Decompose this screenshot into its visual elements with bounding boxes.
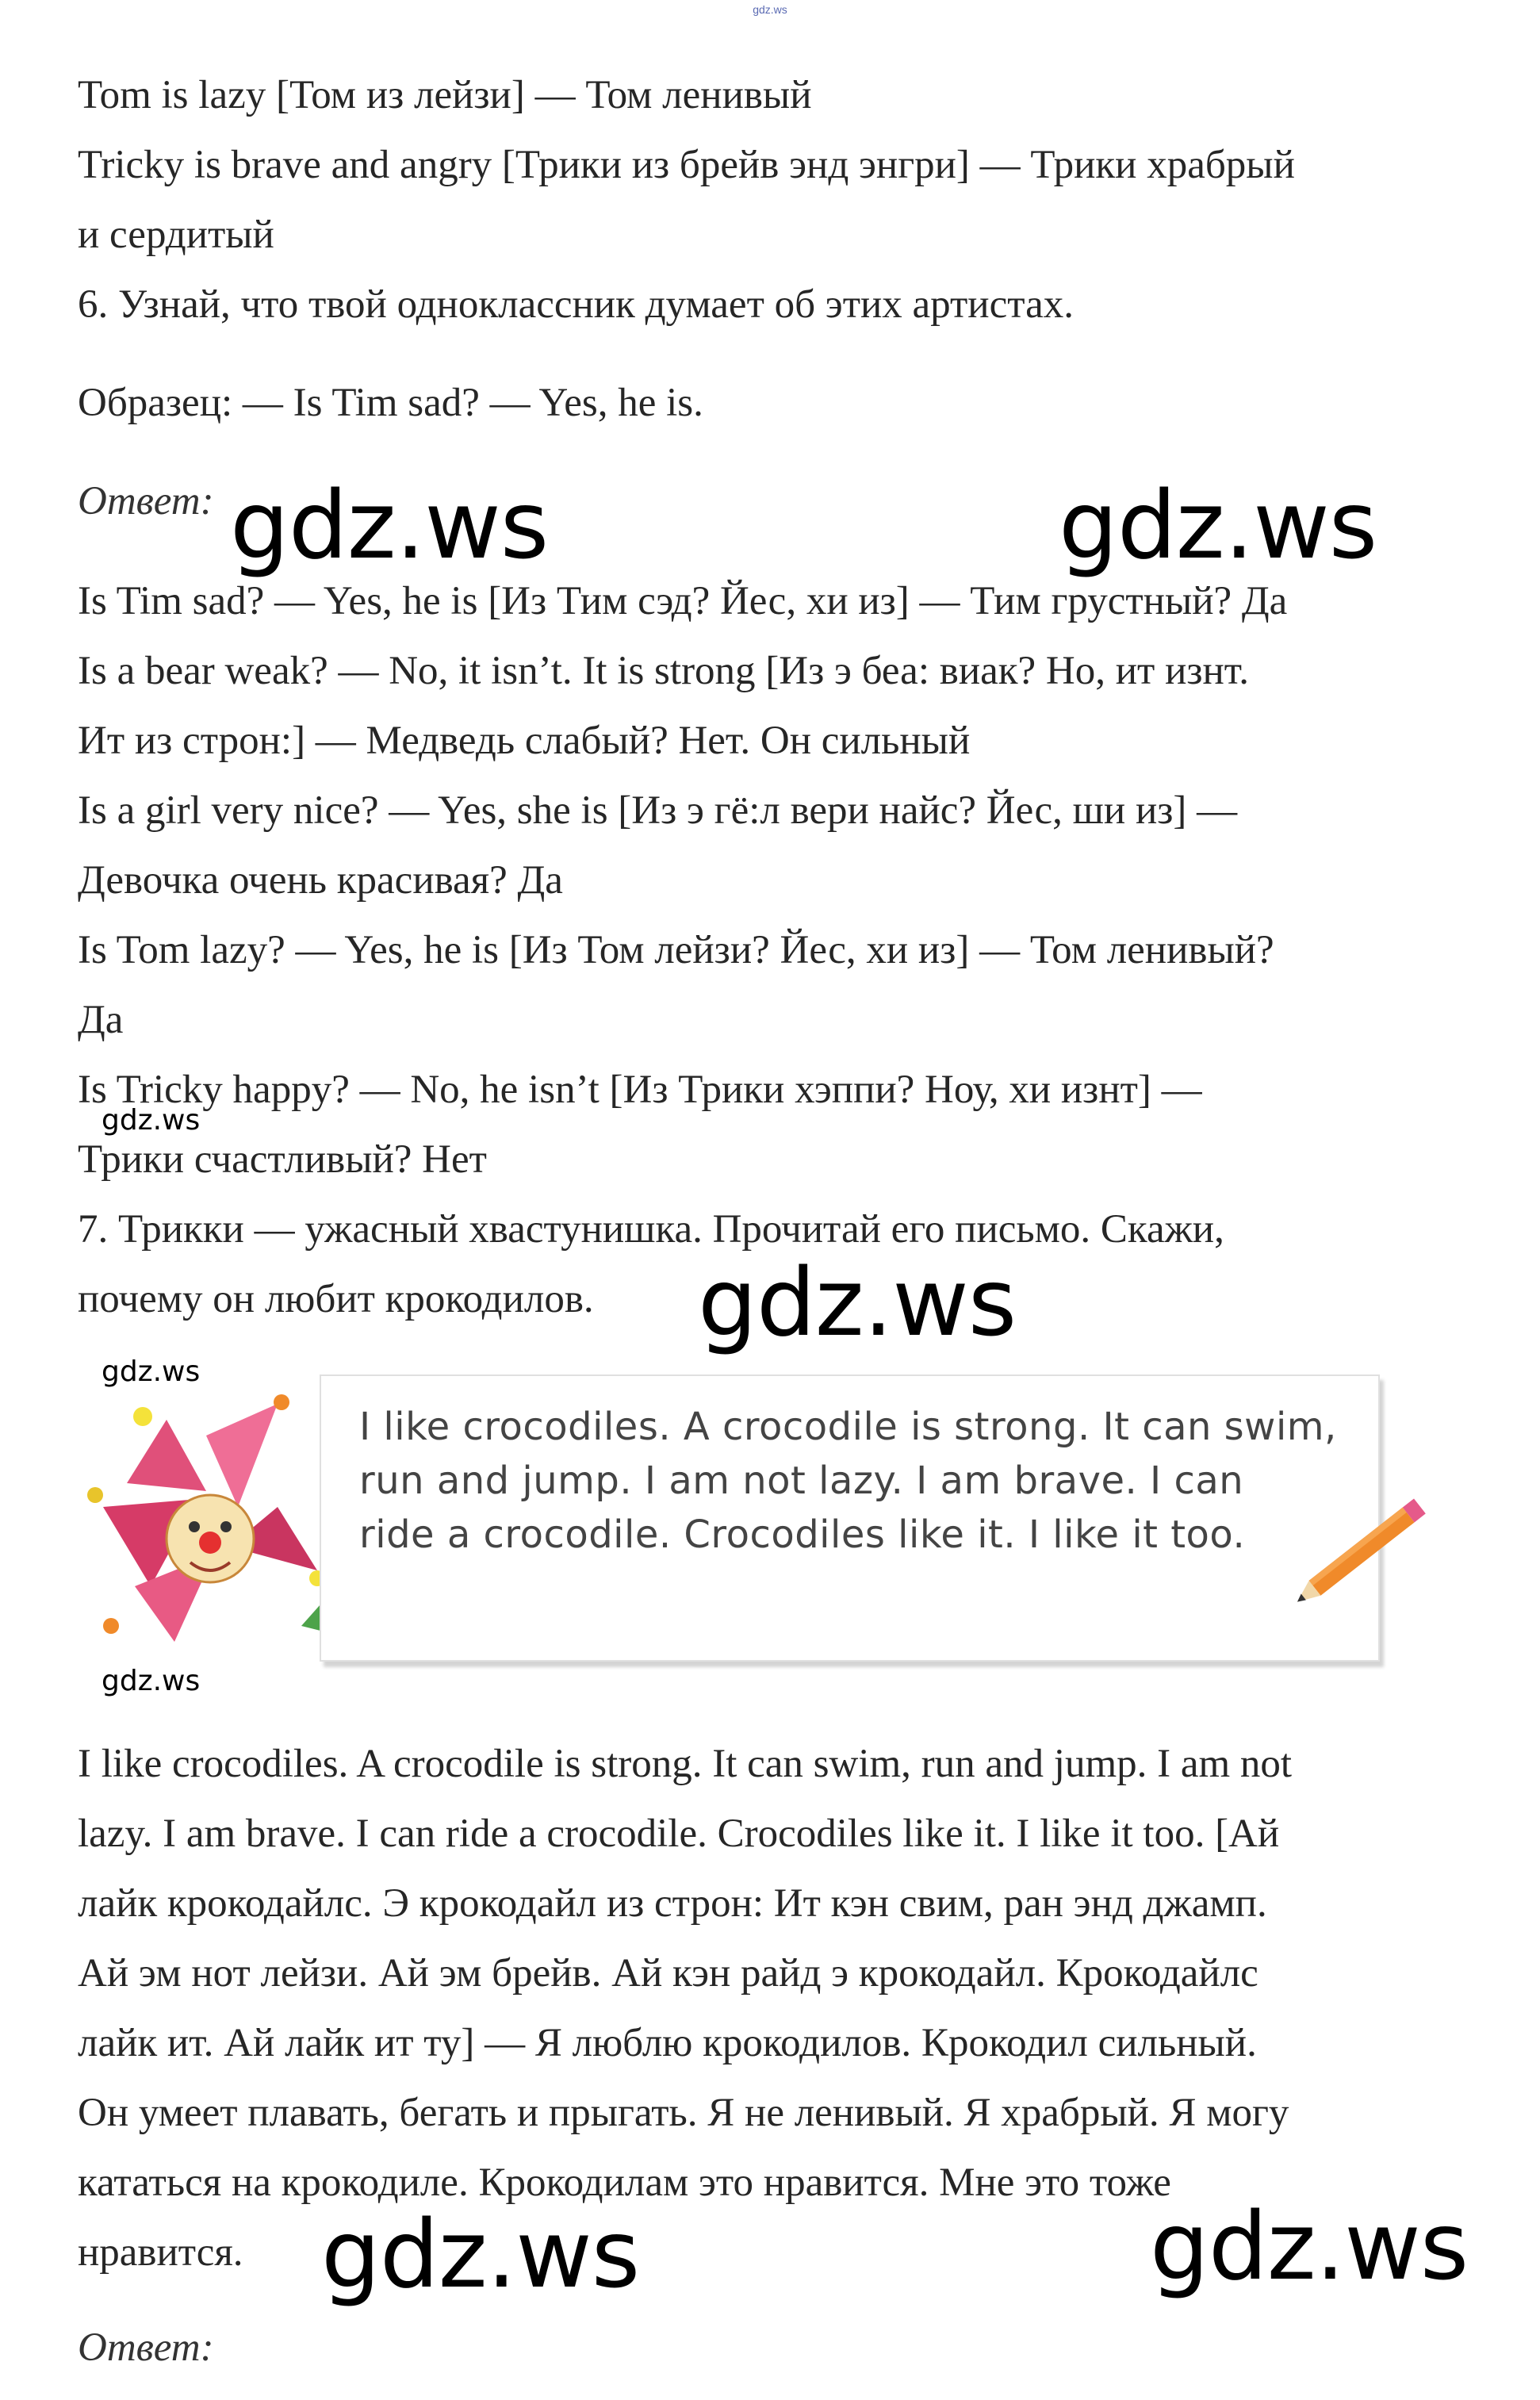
example-line: Образец: — Is Tim sad? — Yes, he is. bbox=[78, 381, 703, 425]
answer-label-footer: Ответ: bbox=[78, 2325, 214, 2370]
translation-line: I like crocodiles. A crocodile is strong. It can swim, run and jump. I am not bbox=[78, 1742, 1293, 1786]
watermark: gdz.ws bbox=[698, 1248, 1017, 1357]
translation-line: кататься на крокодиле. Крокодилам это нравится. Мне это тоже bbox=[78, 2160, 1171, 2205]
translation-line: lazy. I am brave. I can ride a crocodile. Crocodiles like it. I like it too. [Ай bbox=[78, 1812, 1280, 1856]
header-mark: gdz.ws bbox=[753, 3, 787, 16]
translation-line: лайк крокодайлс. Э крокодайл из строн: Ит кэн свим, ран энд джамп. bbox=[78, 1881, 1267, 1926]
answer-line: Is a bear weak? — No, it isn’t. It is strong [Из э беа: виак? Но, ит изнт. bbox=[78, 649, 1250, 693]
answer-line: Is a girl very nice? — Yes, she is [Из э гё:л вери найс? Йес, ши из] — bbox=[78, 788, 1238, 833]
exercise-7-heading: почему он любит крокодилов. bbox=[78, 1277, 594, 1321]
translation-line: Он умеет плавать, бегать и прыгать. Я не ленивый. Я храбрый. Я могу bbox=[78, 2091, 1289, 2135]
watermark: gdz.ws bbox=[230, 470, 549, 580]
answer-line: Is Tim sad? — Yes, he is [Из Тим сэд? Йес, хи из] — Тим грустный? Да bbox=[78, 579, 1288, 623]
text-line: и сердитый bbox=[78, 213, 274, 257]
text-line: Tricky is brave and angry [Трики из брейв энд энгри] — Трики храбрый bbox=[78, 143, 1295, 187]
letter-line: ride a crocodile. Crocodiles like it. I like it too. bbox=[359, 1512, 1246, 1557]
jester-illustration-icon bbox=[79, 1388, 341, 1650]
watermark-small: gdz.ws bbox=[102, 1355, 201, 1388]
exercise-7-heading: 7. Трикки — ужасный хвастунишка. Прочитай его письмо. Скажи, bbox=[78, 1207, 1224, 1252]
watermark-small: gdz.ws bbox=[102, 1104, 201, 1137]
answer-line: Is Tricky happy? — No, he isn’t [Из Трики хэппи? Ноу, хи изнт] — bbox=[78, 1068, 1202, 1112]
text-line: Tom is lazy [Том из лейзи] — Том ленивый bbox=[78, 73, 812, 117]
watermark: gdz.ws bbox=[1059, 470, 1377, 580]
watermark: gdz.ws bbox=[1150, 2191, 1469, 2301]
translation-line: лайк ит. Ай лайк ит ту] — Я люблю крокодилов. Крокодил сильный. bbox=[78, 2021, 1257, 2065]
answer-label: Ответ: bbox=[78, 479, 214, 523]
letter-line: run and jump. I am not lazy. I am brave. I can bbox=[359, 1459, 1244, 1503]
translation-line: Ай эм нот лейзи. Ай эм брейв. Ай кэн райд э крокодайл. Крокодайлс bbox=[78, 1951, 1258, 1996]
answer-line: Трики счастливый? Нет bbox=[78, 1137, 487, 1182]
answer-line: Да bbox=[78, 998, 124, 1042]
answer-line: Девочка очень красивая? Да bbox=[78, 858, 563, 903]
watermark-small: gdz.ws bbox=[102, 1665, 201, 1697]
answer-line: Is Tom lazy? — Yes, he is [Из Том лейзи? Йес, хи из] — Том ленивый? bbox=[78, 928, 1274, 972]
exercise-6-heading: 6. Узнай, что твой одноклассник думает об этих артистах. bbox=[78, 282, 1074, 327]
translation-line: нравится. bbox=[78, 2230, 243, 2275]
pencil-icon bbox=[1285, 1475, 1451, 1618]
letter-card bbox=[320, 1374, 1380, 1662]
answer-line: Ит из строн:] — Медведь слабый? Нет. Он сильный bbox=[78, 719, 971, 763]
letter-line: I like crocodiles. A crocodile is strong. It can swim, bbox=[359, 1405, 1337, 1449]
watermark: gdz.ws bbox=[321, 2199, 640, 2309]
